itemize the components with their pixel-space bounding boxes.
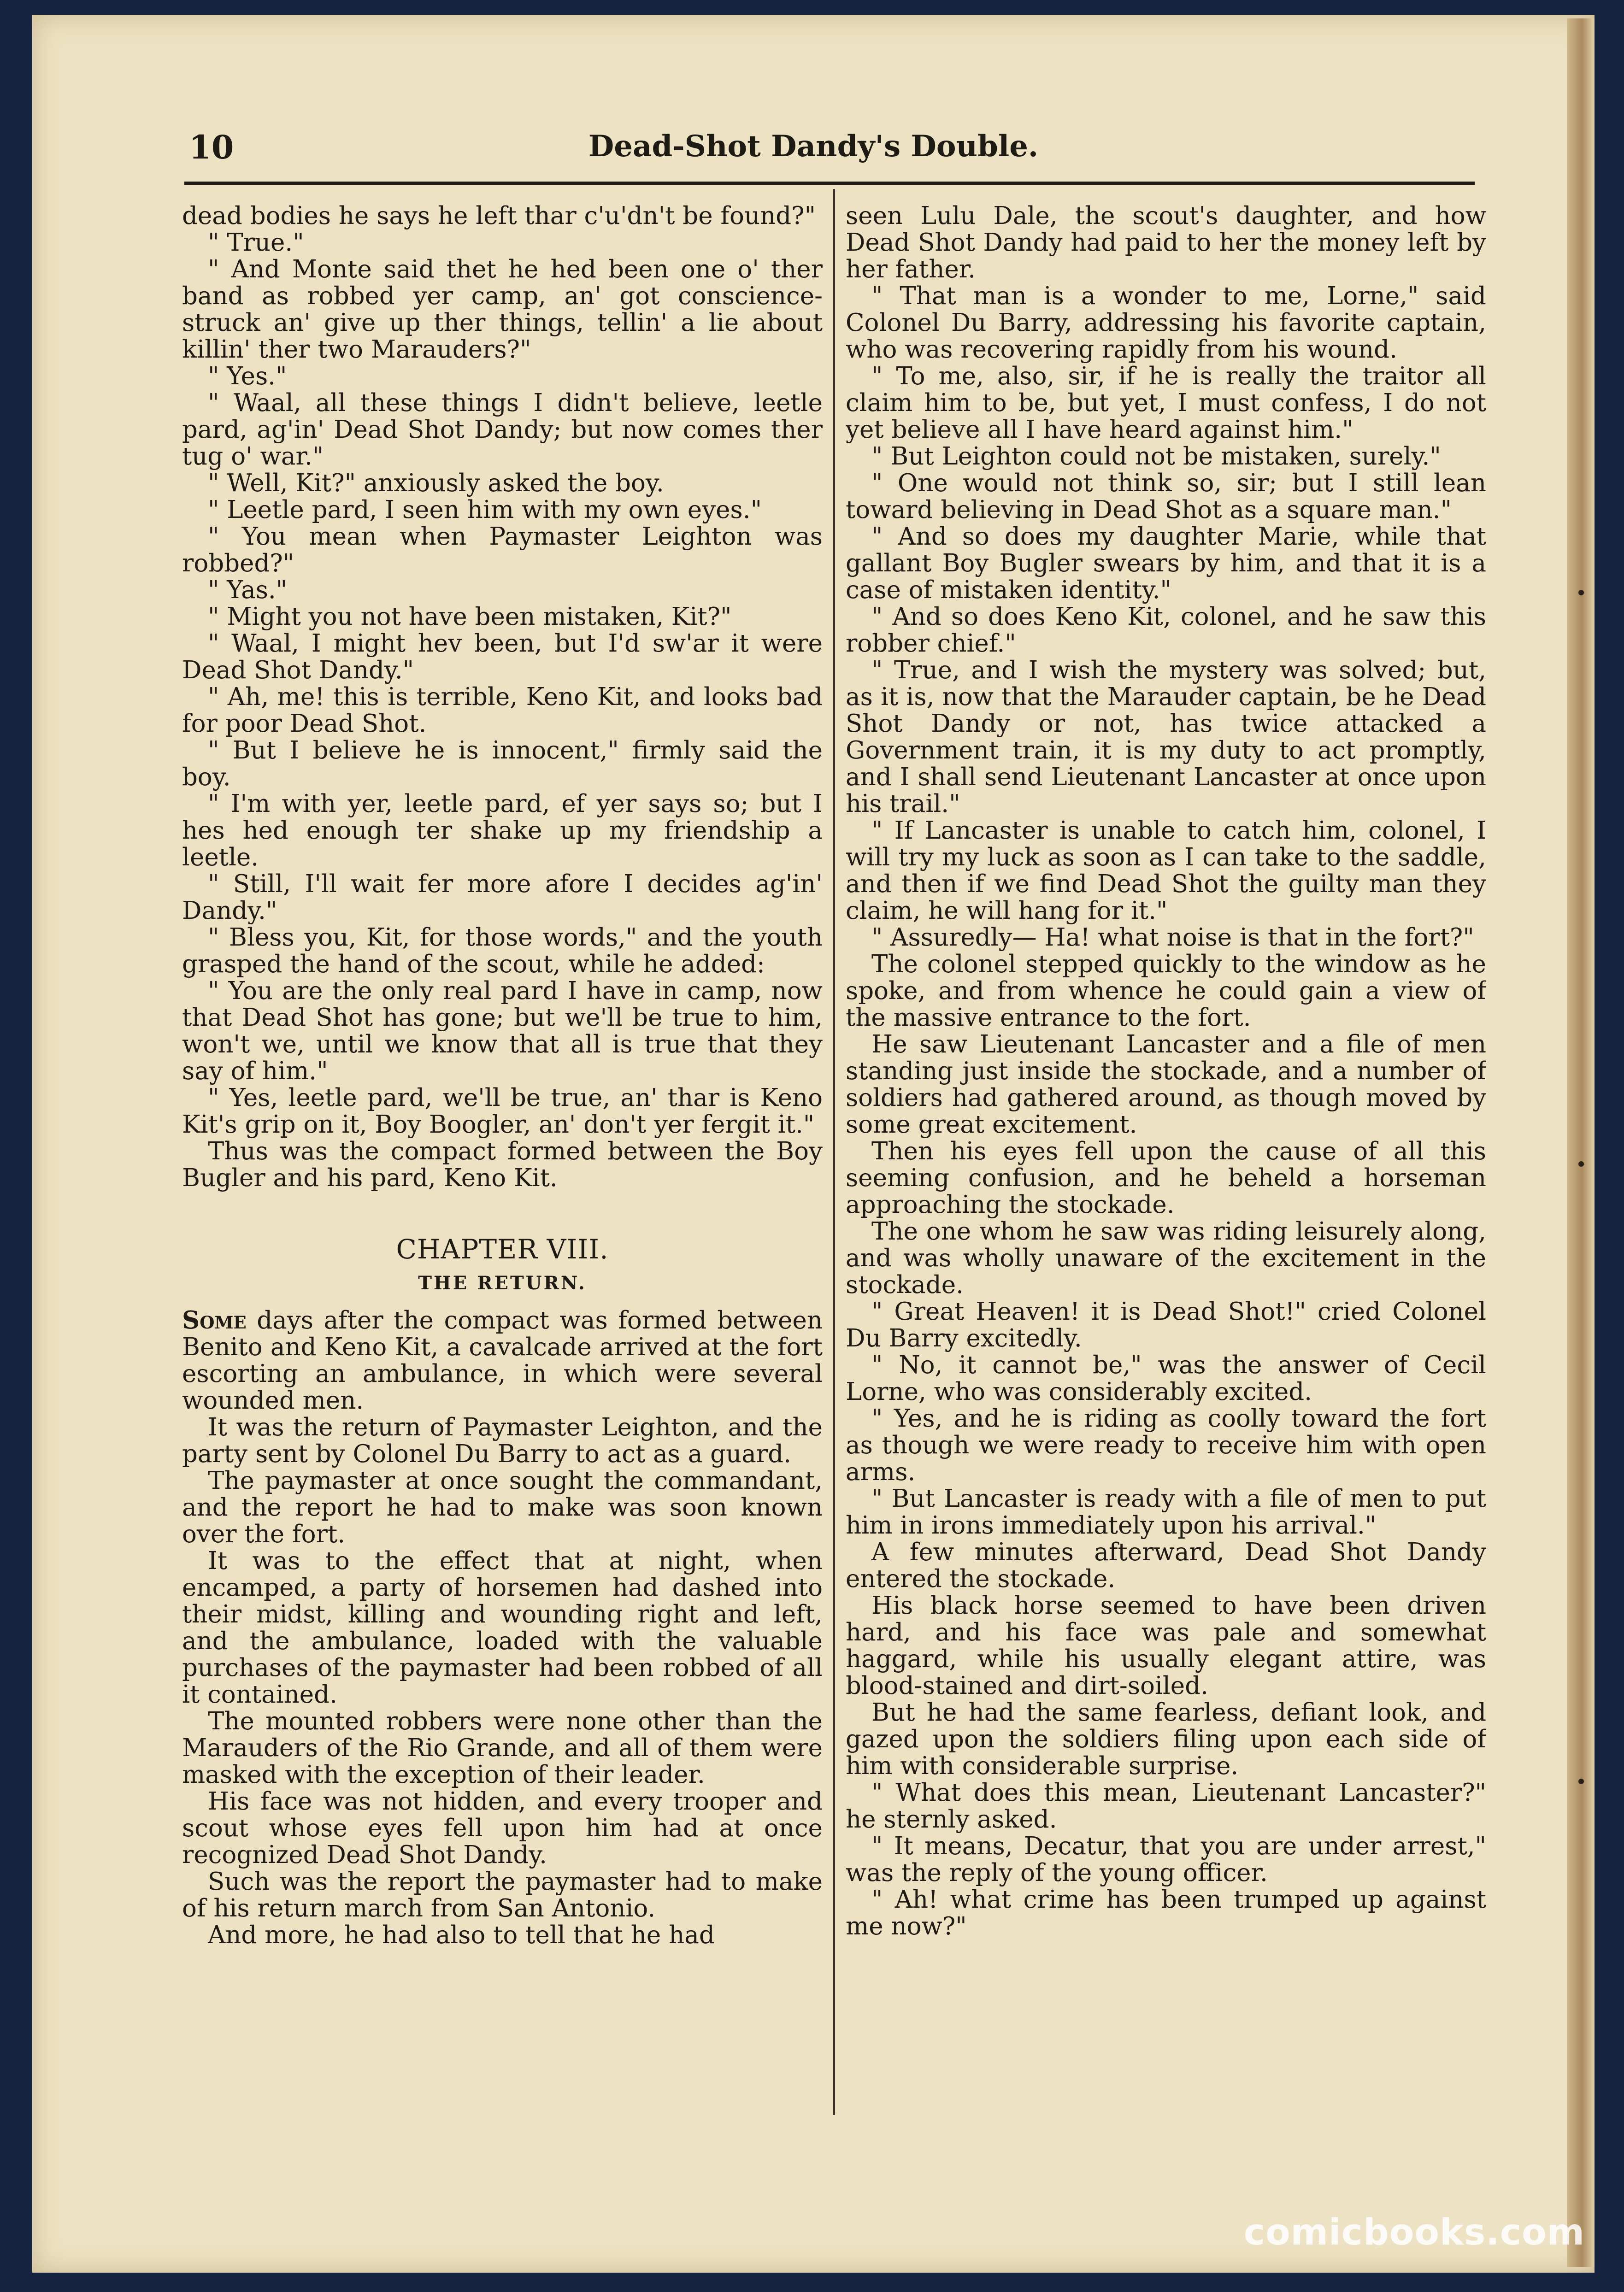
paragraph: " Yes, leetle pard, we'll be true, an' thar is Keno Kit's grip on it, Boy Boogler, an' don't yer fergit it." xyxy=(182,1084,823,1139)
paragraph: " And so does my daughter Marie, while that gallant Boy Bugler swears by him, and that it is a case of mistaken identity." xyxy=(846,523,1486,604)
paragraph: Then his eyes fell upon the cause of all this seeming confusion, and he beheld a horseman approaching the stockade. xyxy=(846,1137,1486,1219)
paragraph: And more, he had also to tell that he had xyxy=(208,1921,715,1949)
paragraph: " I'm with yer, leetle pard, ef yer says so; but I hes hed enough ter shake up my friendship a leetle. xyxy=(182,790,823,871)
binding-staple xyxy=(1578,1779,1584,1784)
paragraph: " But Leighton could not be mistaken, surely." xyxy=(871,442,1441,470)
paragraph: " No, it cannot be," was the answer of Cecil Lorne, who was considerably excited. xyxy=(846,1351,1486,1406)
paragraph: It was the return of Paymaster Leighton, and the party sent by Colonel Du Barry to act as a guard. xyxy=(182,1413,823,1468)
paragraph: " Assuredly— Ha! what noise is that in the fort?" xyxy=(871,923,1474,952)
paragraph: But he had the same fearless, defiant look, and gazed upon the soldiers filing upon each side of him with considerable surprise. xyxy=(846,1698,1486,1780)
paragraph: " Well, Kit?" anxiously asked the boy. xyxy=(208,469,664,497)
paragraph: seen Lulu Dale, the scout's daughter, and how Dead Shot Dandy had paid to her the money left by her father. xyxy=(846,203,1486,283)
paragraph: " If Lancaster is unable to catch him, colonel, I will try my luck as soon as I can take to the saddle, and then if we find Dead Shot the guilty man they claim, he will hang for it." xyxy=(846,817,1486,925)
binding-staple xyxy=(1578,590,1584,595)
paragraph: " Ah, me! this is terrible, Keno Kit, and looks bad for poor Dead Shot. xyxy=(182,683,823,738)
paragraph: " One would not think so, sir; but I still lean toward believing in Dead Shot as a square man." xyxy=(846,469,1486,524)
paragraph: " And so does Keno Kit, colonel, and he saw this robber chief." xyxy=(846,603,1486,658)
paragraph: " Leetle pard, I seen him with my own eyes." xyxy=(208,496,762,524)
paragraph: " Yas." xyxy=(208,576,288,604)
watermark: comicbooks.com xyxy=(1243,2212,1585,2253)
paragraph: " Ah! what crime has been trumped up against me now?" xyxy=(846,1886,1486,1940)
left-column xyxy=(182,203,823,2115)
paragraph: Such was the report the paymaster had to make of his return march from San Antonio. xyxy=(182,1868,823,1922)
paragraph: Thus was the compact formed between the Boy Bugler and his pard, Keno Kit. xyxy=(182,1137,823,1192)
paragraph: " Yes." xyxy=(208,362,287,390)
paragraph: He saw Lieutenant Lancaster and a file of men standing just inside the stockade, and a number of soldiers had gathered around, as though moved by some great excitement. xyxy=(846,1030,1486,1139)
paragraph: " That man is a wonder to me, Lorne," said Colonel Du Barry, addressing his favorite captain, who was recovering rapidly from his wound. xyxy=(846,282,1486,364)
paragraph: " Waal, I might hev been, but I'd sw'ar it were Dead Shot Dandy." xyxy=(182,629,823,684)
book-spine xyxy=(1567,18,1595,2267)
paragraph: " True, and I wish the mystery was solved; but, as it is, now that the Marauder captain, be he Dead Shot Dandy or not, has twice attacked a Government train, it is my duty to act promptly, and I shall send Lieutenant Lancaster at once upon his trail." xyxy=(846,656,1486,818)
paragraph-text: days after the compact was formed between Benito and Keno Kit, a cavalcade arrived at the fort escorting an ambulance, in which were several wounded men. xyxy=(182,1306,823,1415)
paragraph: " Yes, and he is riding as coolly toward the fort as though we were ready to receive him with open arms. xyxy=(846,1405,1486,1486)
paragraph: The paymaster at once sought the commandant, and the report he had to make was soon known over the fort. xyxy=(182,1467,823,1548)
paragraph: The mounted robbers were none other than the Marauders of the Rio Grande, and all of them were masked with the exception of their leader. xyxy=(182,1707,823,1789)
paragraph: A few minutes afterward, Dead Shot Dandy entered the stockade. xyxy=(846,1538,1486,1593)
paragraph: " And Monte said thet he hed been one o' ther band as robbed yer camp, an' got conscience-struck an' give up ther things, tellin' a lie about killin' ther two Marauders?" xyxy=(182,255,823,364)
header-rule xyxy=(184,182,1475,185)
right-column xyxy=(846,203,1486,2115)
chapter-first-paragraph xyxy=(182,1307,823,1414)
paragraph: " What does this mean, Lieutenant Lancaster?" he sternly asked. xyxy=(846,1779,1486,1834)
paragraph: " Bless you, Kit, for those words," and the youth grasped the hand of the scout, while he added: xyxy=(182,923,823,978)
paragraph: " You are the only real pard I have in camp, now that Dead Shot has gone; but we'll be true to him, won't we, until we know that all is true that they say of him." xyxy=(182,977,823,1085)
paragraph: " But Lancaster is ready with a file of men to put him in irons immediately upon his arrival." xyxy=(846,1485,1486,1540)
paragraph: " It means, Decatur, that you are under arrest," was the reply of the young officer. xyxy=(846,1832,1486,1887)
paragraph: It was to the effect that at night, when encamped, a party of horsemen had dashed into their midst, killing and wounding right and left, and the ambulance, loaded with the valuable purchases of the paymaster had been robbed of all it contained. xyxy=(182,1547,823,1709)
binding-staple xyxy=(1578,1161,1584,1167)
running-title: Dead-Shot Dandy's Double. xyxy=(588,129,1039,164)
paragraph: " But I believe he is innocent," firmly said the boy. xyxy=(182,736,823,791)
paragraph: " Might you not have been mistaken, Kit?" xyxy=(208,603,732,631)
paragraph: dead bodies he says he left thar c'u'dn't be found?" xyxy=(182,203,816,230)
chapter-lead-word: Some xyxy=(182,1306,247,1334)
paragraph: His black horse seemed to have been driven hard, and his face was pale and somewhat haggard, while his usually elegant attire, was blood-stained and dirt-soiled. xyxy=(846,1592,1486,1700)
chapter-subtitle: THE RETURN. xyxy=(418,1272,587,1294)
paragraph: His face was not hidden, and every trooper and scout whose eyes fell upon him had at once recognized Dead Shot Dandy. xyxy=(182,1787,823,1869)
paragraph: " To me, also, sir, if he is really the traitor all claim him to be, but yet, I must confess, I do not yet believe all I have heard against him." xyxy=(846,362,1486,444)
column-divider xyxy=(833,189,835,2115)
paragraph: " You mean when Paymaster Leighton was robbed?" xyxy=(182,523,823,577)
page-number: 10 xyxy=(189,128,234,166)
page-header xyxy=(152,119,1475,170)
paragraph: " Waal, all these things I didn't believe, leetle pard, ag'in' Dead Shot Dandy; but now comes ther tug o' war." xyxy=(182,389,823,470)
paragraph: " True." xyxy=(208,229,304,257)
paragraph: " Great Heaven! it is Dead Shot!" cried Colonel Du Barry excitedly. xyxy=(846,1298,1486,1352)
paragraph: The one whom he saw was riding leisurely along, and was wholly unaware of the excitement in the stockade. xyxy=(846,1217,1486,1299)
chapter-heading: CHAPTER VIII. xyxy=(396,1234,609,1265)
paragraph: The colonel stepped quickly to the window as he spoke, and from whence he could gain a view of the massive entrance to the fort. xyxy=(846,950,1486,1032)
paragraph: " Still, I'll wait fer more afore I decides ag'in' Dandy." xyxy=(182,870,823,925)
